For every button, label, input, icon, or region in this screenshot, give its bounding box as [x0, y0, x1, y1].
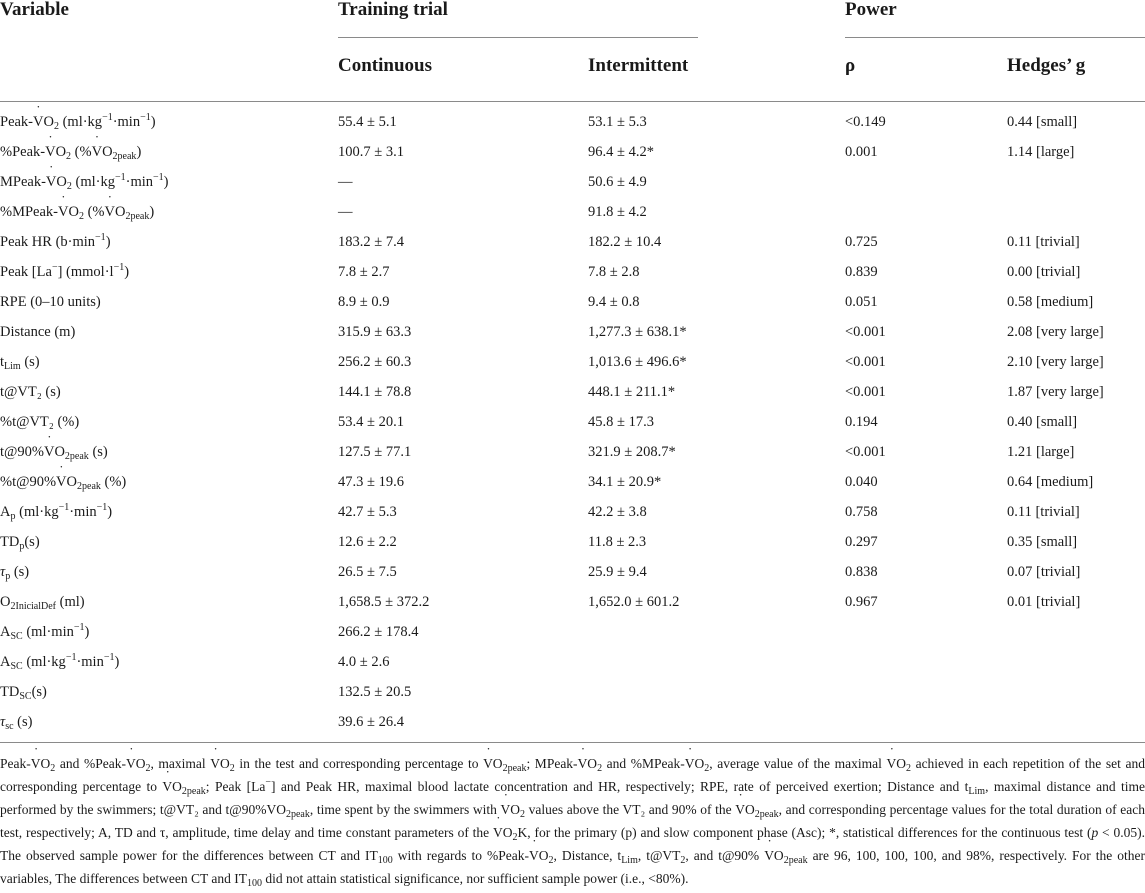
- row-rho: 0.297: [845, 534, 878, 550]
- row-continuous: 47.3 ± 19.6: [338, 474, 404, 490]
- table-row: [0, 466, 1145, 496]
- table-row: [0, 556, 1145, 586]
- row-rho: 0.758: [845, 504, 878, 520]
- row-variable: Peak [La−] $(mmol\cdot l^{-1})$: [0, 262, 130, 280]
- table-row: [0, 226, 1145, 256]
- row-continuous: 53.4 ± 20.1: [338, 414, 404, 430]
- row-rho: 0.838: [845, 564, 878, 580]
- row-continuous: 144.1 ± 78.8: [338, 384, 412, 400]
- row-rho: 0.051: [845, 294, 878, 310]
- row-variable: $A_p$ $(ml\cdot kg^{-1}\cdot\min^{-1})$: [0, 502, 113, 522]
- row-hedges: 0.35 [small]: [1007, 534, 1078, 550]
- table-row: [0, 136, 1145, 166]
- table-row: [0, 646, 1145, 676]
- row-intermittent: 91.8 ± 4.2: [588, 204, 647, 220]
- row-intermittent: 9.4 ± 0.8: [588, 294, 640, 310]
- row-continuous: 100.7 ± 3.1: [338, 144, 404, 160]
- row-rho: 0.001: [845, 144, 878, 160]
- header-rho: ρ: [845, 55, 856, 76]
- row-continuous: 4.0 ± 2.6: [338, 654, 390, 670]
- row-continuous: 127.5 ± 77.1: [338, 444, 412, 460]
- row-continuous: —: [338, 174, 353, 190]
- row-intermittent: 11.8 ± 2.3: [588, 534, 647, 550]
- rule-header-bottom: [0, 101, 1145, 102]
- row-continuous: 1,658.5 ± 372.2: [338, 594, 430, 610]
- row-intermittent: 1,652.0 ± 601.2: [588, 594, 680, 610]
- row-variable: %Peak-˙ $VO_2$ (%˙ $VO_{2peak}$): [0, 143, 141, 161]
- row-continuous: 7.8 ± 2.7: [338, 264, 390, 280]
- row-continuous: 183.2 ± 7.4: [338, 234, 404, 250]
- table-row: [0, 616, 1145, 646]
- row-variable: $A_{SC}$ $(ml\cdot kg^{-1}\cdot\min^{-1})$: [0, 652, 120, 672]
- table-row: [0, 406, 1145, 436]
- row-intermittent: 1,277.3 ± 638.1*: [588, 324, 687, 340]
- row-hedges: 2.08 [very large]: [1007, 324, 1104, 340]
- rule-table-bottom: [0, 742, 1145, 743]
- row-hedges: 1.14 [large]: [1007, 144, 1075, 160]
- row-rho: <0.001: [845, 444, 886, 460]
- row-continuous: 39.6 ± 26.4: [338, 714, 404, 730]
- row-intermittent: 42.2 ± 3.8: [588, 504, 647, 520]
- row-variable: $t_{Lim}$ (s): [0, 354, 40, 372]
- row-hedges: 0.11 [trivial]: [1007, 504, 1080, 520]
- table-row: [0, 256, 1145, 286]
- table-row: [0, 526, 1145, 556]
- row-variable: $A_{SC}$ $(ml\cdot\min^{-1})$: [0, 622, 90, 642]
- row-continuous: 266.2 ± 178.4: [338, 624, 419, 640]
- row-intermittent: 53.1 ± 5.3: [588, 114, 647, 130]
- row-hedges: 0.01 [trivial]: [1007, 594, 1081, 610]
- table-row: [0, 166, 1145, 196]
- row-variable: %MPeak-˙ $VO_2$ (%˙ $VO_{2peak}$): [0, 203, 154, 221]
- header-training-trial: Training trial: [338, 0, 448, 20]
- row-continuous: 42.7 ± 5.3: [338, 504, 397, 520]
- row-hedges: 1.21 [large]: [1007, 444, 1075, 460]
- header-power: Power: [845, 0, 897, 20]
- row-hedges: 0.07 [trivial]: [1007, 564, 1081, 580]
- row-variable: $O_{2InicialDef}$ (ml): [0, 594, 85, 612]
- row-variable: Distance (m): [0, 324, 76, 340]
- row-intermittent: 50.6 ± 4.9: [588, 174, 647, 190]
- row-variable: t@90%˙ $VO_{2peak}$ (s): [0, 443, 108, 461]
- row-continuous: 26.5 ± 7.5: [338, 564, 397, 580]
- row-hedges: 1.87 [very large]: [1007, 384, 1104, 400]
- table-row: [0, 496, 1145, 526]
- row-variable: $\tau_p$ (s): [0, 564, 30, 582]
- table-row: [0, 376, 1145, 406]
- row-variable: t@VT₂ (s): [0, 384, 61, 400]
- header-intermittent: Intermittent: [588, 55, 689, 76]
- table-row: [0, 316, 1145, 346]
- table-row: [0, 706, 1145, 736]
- row-variable: $TD_p(s)$: [0, 534, 40, 552]
- row-intermittent: 182.2 ± 10.4: [588, 234, 662, 250]
- row-variable: $\tau_{sc}$ (s): [0, 714, 33, 732]
- row-variable: MPeak-˙ $VO_2$ $(ml\cdot kg^{-1}\cdot\min^{-1})$: [0, 173, 168, 191]
- row-variable: Peak-˙ $VO_2$ $(ml\cdot kg^{-1}\cdot\min^{-1})$: [0, 113, 156, 131]
- table-row: [0, 106, 1145, 136]
- header-variable: Variable: [0, 0, 69, 20]
- row-intermittent: 25.9 ± 9.4: [588, 564, 647, 580]
- row-intermittent: 7.8 ± 2.8: [588, 264, 640, 280]
- row-rho: <0.149: [845, 114, 886, 130]
- row-hedges: 0.44 [small]: [1007, 114, 1078, 130]
- row-rho: 0.967: [845, 594, 878, 610]
- row-continuous: —: [338, 204, 353, 220]
- row-continuous: 12.6 ± 2.2: [338, 534, 397, 550]
- row-intermittent: 448.1 ± 211.1*: [588, 384, 676, 400]
- row-rho: 0.040: [845, 474, 878, 490]
- row-continuous: 256.2 ± 60.3: [338, 354, 412, 370]
- row-hedges: 0.58 [medium]: [1007, 294, 1094, 310]
- row-hedges: 2.10 [very large]: [1007, 354, 1104, 370]
- row-rho: <0.001: [845, 354, 886, 370]
- row-rho: 0.839: [845, 264, 878, 280]
- header-hedges: Hedges’ g: [1007, 55, 1086, 76]
- row-continuous: 55.4 ± 5.1: [338, 114, 397, 130]
- table-footnote: Peak-˙ $VO_2$ and %Peak-˙ $VO_2$, maximal ˙ $VO_2$ in the test and corresponding percentage to ˙ $VO_{2peak}$; MPeak-˙ $VO_2$ and %MPeak-˙ $VO_2$, average value of the maximal ˙ $VO_2$ achieved in each repetition of the set and corresponding percentage to ˙ $VO_{2peak}$; Peak [La−] and Peak HR, maximal blood lactate concentration and HR, respectively; RPE, rate of perceived exertion; Distance and $t_{Lim}$, maximal distance and time performed by the swimmers; t@VT₂ and $t@90\%VO_{2peak}$, time spent by the swimmers with ˙ $VO_2$ values above the VT₂ and 90% of the ˙ $VO_{2peak}$, and corresponding percentage values for the total duration of each test, respectively; A, TD and τ, amplitude, time delay and time constant parameters of the ˙ $VO_2K$, for the primary (p) and slow component phase (Asc); *, statistical differences for the continuous test (p < 0.05). The observed sample power for the differences between CT and $IT_{100}$ with regards to %Peak-˙ $VO_2$, Distance, $t_{Lim}$, $t@VT_2$, and t@90% ˙ $VO_{2peak}$ are 96, 100, 100, 100, and 98%, respectively. For the other variables, The differences between CT and $IT_{100}$ did not attain statistical significance, nor sufficient sample power (i.e., <80%).: [0, 752, 1145, 890]
- rule-training-trial: [338, 37, 698, 38]
- row-intermittent: 1,013.6 ± 496.6*: [588, 354, 687, 370]
- row-variable: Peak HR $(b\cdot\min^{-1})$: [0, 232, 111, 250]
- row-variable: $TD_{SC}(s)$: [0, 684, 47, 702]
- row-rho: 0.725: [845, 234, 878, 250]
- row-hedges: 0.40 [small]: [1007, 414, 1078, 430]
- row-intermittent: 321.9 ± 208.7*: [588, 444, 676, 460]
- row-rho: <0.001: [845, 324, 886, 340]
- table-row: [0, 196, 1145, 226]
- row-intermittent: 96.4 ± 4.2*: [588, 144, 654, 160]
- row-continuous: 8.9 ± 0.9: [338, 294, 390, 310]
- row-rho: <0.001: [845, 384, 886, 400]
- row-hedges: 0.64 [medium]: [1007, 474, 1094, 490]
- header-continuous: Continuous: [338, 55, 432, 76]
- table-row: [0, 586, 1145, 616]
- table-row: [0, 436, 1145, 466]
- row-intermittent: 34.1 ± 20.9*: [588, 474, 662, 490]
- rule-power: [845, 37, 1145, 38]
- row-hedges: 0.11 [trivial]: [1007, 234, 1080, 250]
- row-rho: 0.194: [845, 414, 878, 430]
- row-variable: %t@90%˙ $VO_{2peak}$ (%): [0, 473, 126, 491]
- table-row: [0, 676, 1145, 706]
- row-variable: %t@VT₂ (%): [0, 414, 80, 430]
- table-row: [0, 286, 1145, 316]
- row-hedges: 0.00 [trivial]: [1007, 264, 1081, 280]
- row-continuous: 132.5 ± 20.5: [338, 684, 412, 700]
- row-intermittent: 45.8 ± 17.3: [588, 414, 654, 430]
- table-row: [0, 346, 1145, 376]
- row-continuous: 315.9 ± 63.3: [338, 324, 412, 340]
- row-variable: RPE (0–10 units): [0, 294, 101, 310]
